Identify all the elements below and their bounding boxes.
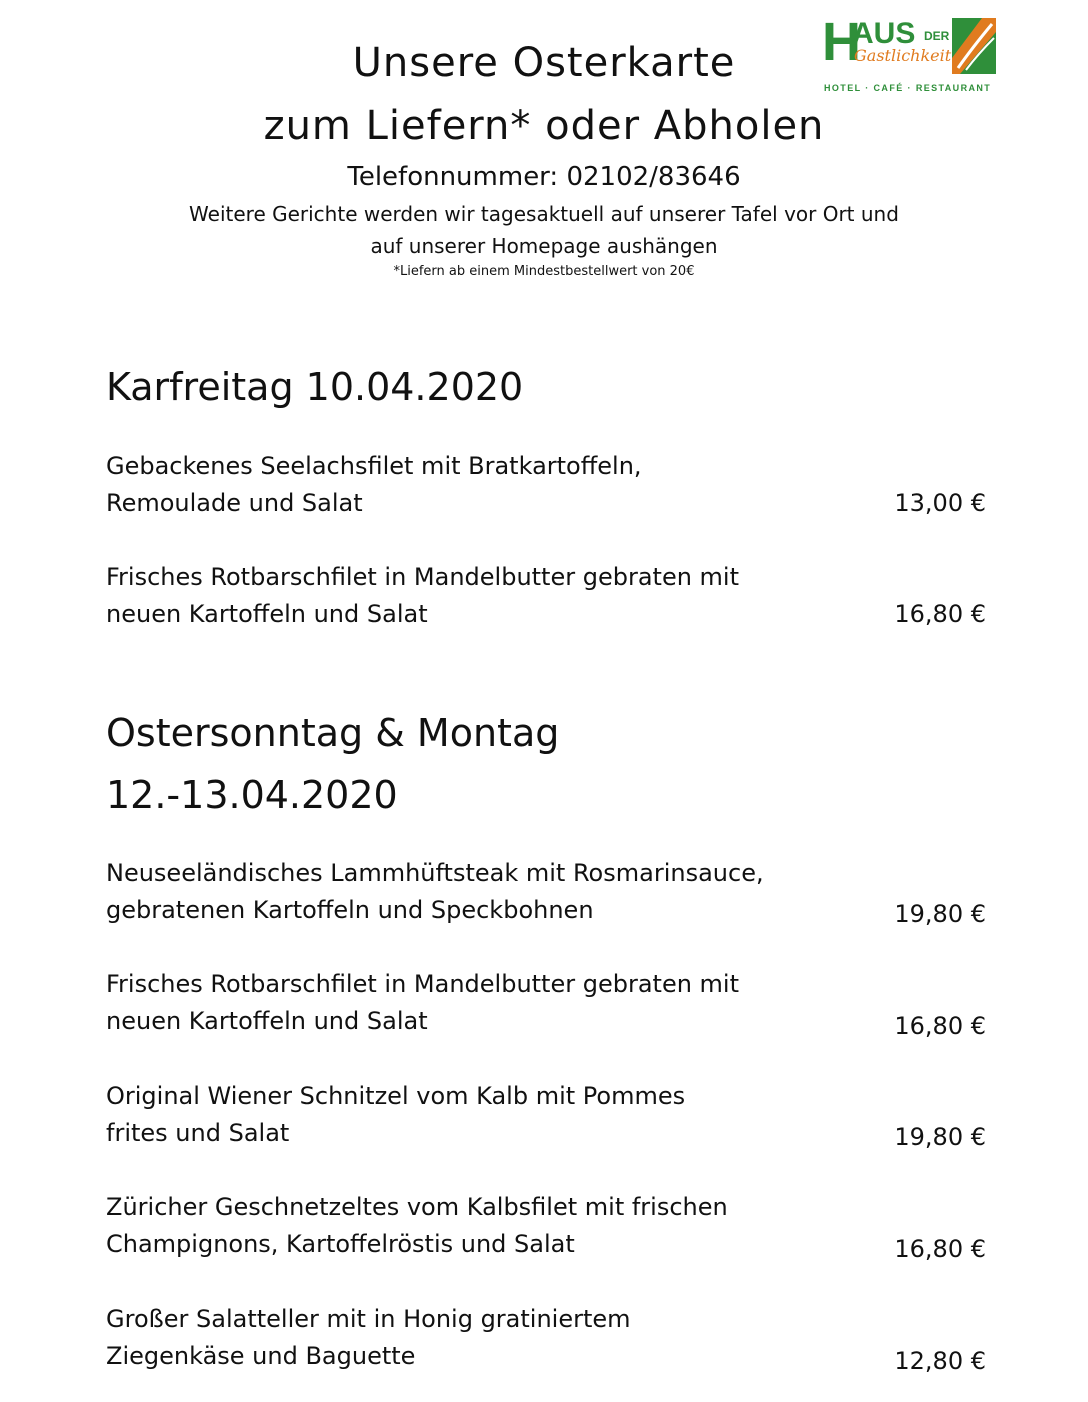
menu-item	[106, 1078, 866, 1152]
menu-item-price: 16,80 €	[894, 1235, 986, 1263]
menu-item	[106, 448, 866, 522]
menu-item-price: 12,80 €	[894, 1347, 986, 1375]
info-note	[110, 198, 978, 262]
menu-item-line2: gebratenen Kartoffeln und Speckbohnen	[106, 896, 594, 924]
menu-item	[106, 855, 866, 929]
section-title-ostersonntag: Ostersonntag & Montag	[106, 711, 560, 755]
menu-item-line2: frites und Salat	[106, 1119, 290, 1147]
menu-item-price: 13,00 €	[894, 489, 986, 517]
menu-item-line2: Champignons, Kartoffelröstis und Salat	[106, 1230, 575, 1258]
menu-item-line1: Original Wiener Schnitzel vom Kalb mit Pommes	[106, 1082, 686, 1110]
logo-subtitle: HOTEL · CAFÉ · RESTAURANT	[824, 83, 992, 93]
restaurant-logo	[822, 12, 998, 96]
delivery-note: *Liefern ab einem Mindestbestellwert von 20€	[393, 264, 695, 279]
menu-item-line2: Remoulade und Salat	[106, 489, 363, 517]
menu-header	[0, 0, 1088, 300]
section-title-karfreitag: Karfreitag 10.04.2020	[106, 365, 524, 409]
menu-item-line2: Ziegenkäse und Baguette	[106, 1342, 416, 1370]
menu-item-line1: Frisches Rotbarschfilet in Mandelbutter gebraten mit	[106, 970, 740, 998]
phone-number: Telefonnummer: 02102/83646	[347, 162, 741, 192]
menu-item-line1: Neuseeländisches Lammhüftsteak mit Rosmarinsauce,	[106, 859, 764, 887]
menu-subtitle: zum Liefern* oder Abholen	[263, 103, 825, 149]
info-note-line2: auf unserer Homepage aushängen	[370, 234, 718, 258]
logo-letter-h: H	[822, 12, 861, 72]
menu-item-line2: neuen Kartoffeln und Salat	[106, 1007, 428, 1035]
menu-item	[106, 1189, 866, 1263]
logo-leaf-icon	[952, 18, 996, 74]
menu-item	[106, 966, 866, 1040]
info-note-line1: Weitere Gerichte werden wir tagesaktuell auf unserer Tafel vor Ort und	[189, 202, 899, 226]
menu-item-line1: Großer Salatteller mit in Honig gratiniertem	[106, 1305, 631, 1333]
logo-word-gastlichkeit: Gastlichkeit	[854, 46, 952, 65]
menu-item-price: 16,80 €	[894, 1012, 986, 1040]
menu-item-line2: neuen Kartoffeln und Salat	[106, 600, 428, 628]
menu-item-price: 16,80 €	[894, 600, 986, 628]
menu-item	[106, 1301, 866, 1375]
menu-item	[106, 559, 866, 633]
menu-item-line1: Züricher Geschnetzeltes vom Kalbsfilet mit frischen	[106, 1193, 728, 1221]
logo-word-der: DER	[924, 29, 950, 43]
section-date-ostersonntag: 12.-13.04.2020	[106, 773, 398, 817]
menu-item-line1: Frisches Rotbarschfilet in Mandelbutter gebraten mit	[106, 563, 740, 591]
logo-word-aus: AUS	[852, 17, 916, 50]
menu-item-price: 19,80 €	[894, 900, 986, 928]
menu-title: Unsere Osterkarte	[352, 40, 736, 86]
menu-item-line1: Gebackenes Seelachsfilet mit Bratkartoffeln,	[106, 452, 642, 480]
menu-item-price: 19,80 €	[894, 1123, 986, 1151]
